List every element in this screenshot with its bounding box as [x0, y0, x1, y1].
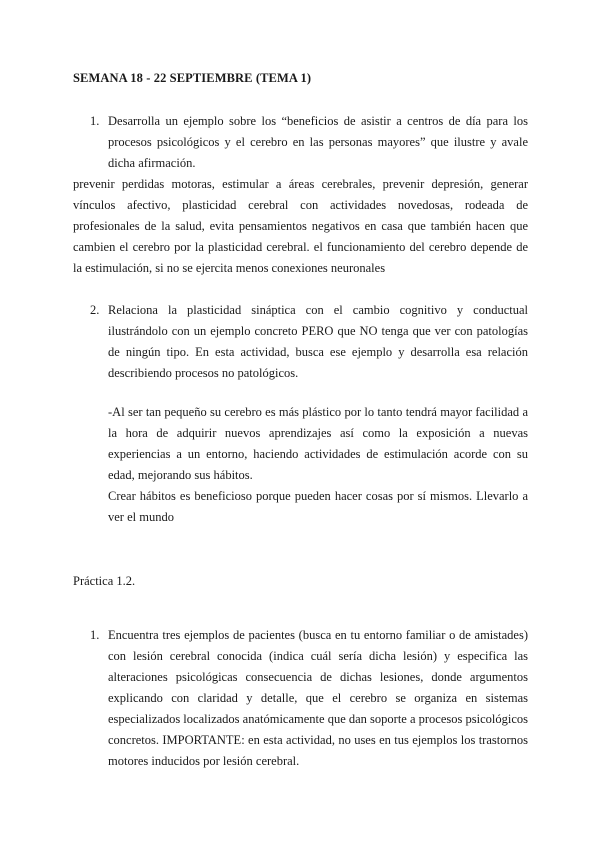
answer-1-text: prevenir perdidas motoras, estimular a áreas cerebrales, prevenir depresión, generar vínculos afectivo, plasticidad cerebral con actividades novedosas, rodeada de profesionales de la salud, evita pensamientos negativos en casa que también hacen que cambien el cerebro por la plasticidad cerebral. el funcionamiento del cerebro depende de la estimulación, si no se ejercita menos conexiones neuronales — [73, 177, 528, 275]
question-1-text: Desarrolla un ejemplo sobre los “beneficios de asistir a centros de día para los procesos psicológicos y el cerebro en las personas mayores” que ilustre y avale dicha afirmación. — [108, 114, 528, 170]
answer-2-paragraph-2: Crear hábitos es beneficioso porque pueden hacer cosas por sí mismos. Llevarlo a ver el mundo — [108, 489, 528, 524]
question-1-number: 1. — [90, 114, 100, 128]
section-title: Práctica 1.2. — [73, 574, 136, 588]
question-2-text: Relaciona la plasticidad sináptica con el cambio cognitivo y conductual ilustrándolo con un ejemplo concreto PERO que NO tenga que ver con patologías de ningún tipo. En esta actividad, busca ese ejemplo y desarrolla esa relación describiendo procesos no patológicos. — [108, 303, 528, 380]
question-2-number: 2. — [90, 303, 100, 317]
answer-2-paragraph-1: -Al ser tan pequeño su cerebro es más plástico por lo tanto tendrá mayor facilidad a la hora de adquirir nuevos aprendizajes así como la exposición a nuevas experiencias a un entorno, haciendo actividades de estimulación acorde con su edad, mejorando sus hábitos. — [108, 405, 528, 482]
question-3-text: Encuentra tres ejemplos de pacientes (busca en tu entorno familiar o de amistades) con lesión cerebral conocida (indica cuál sería dicha lesión) y especifica las alteraciones psicológicas consecuencia de dichas lesiones, donde argumentos explicando con claridad y detalle, que el cerebro se organiza en sistemas especializados localizados anatómicamente que dan soporte a procesos psicológicos concretos. IMPORTANTE: en esta actividad, no uses en tus ejemplos los trastornos motores inducidos por lesión cerebral. — [108, 628, 528, 768]
question-3-number: 1. — [90, 628, 100, 642]
page-title: SEMANA 18 - 22 SEPTIEMBRE (TEMA 1) — [73, 71, 312, 85]
